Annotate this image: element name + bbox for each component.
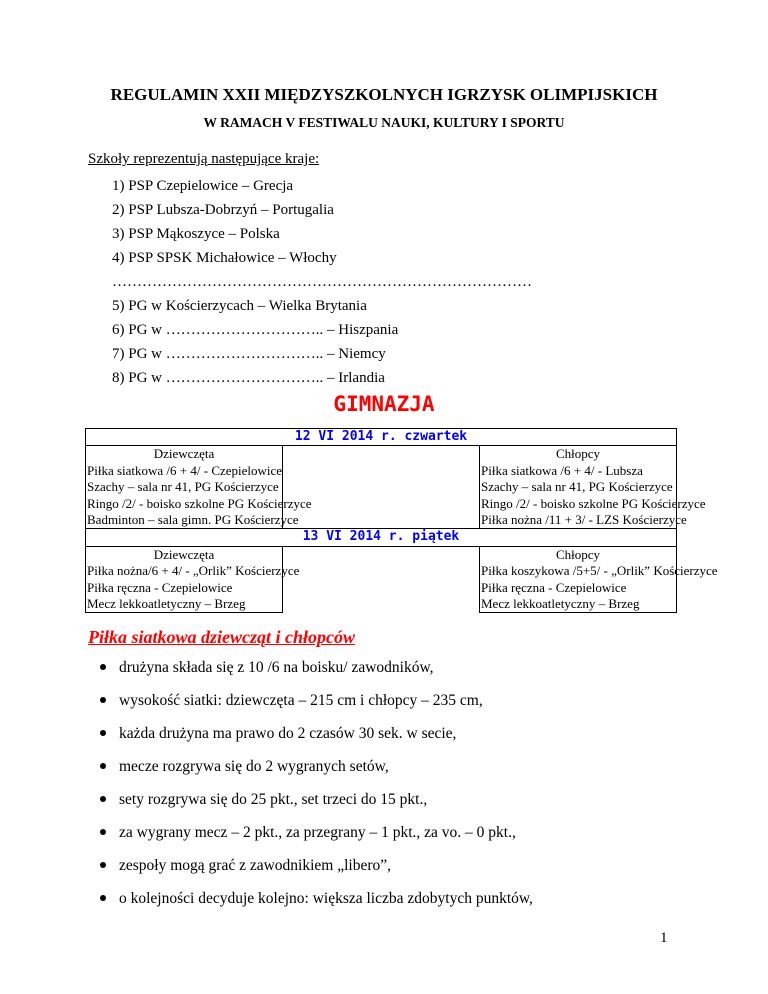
country-item: 1) PSP Czepielowice – Grecja bbox=[112, 178, 294, 194]
rule-item: zespoły mogą grać z zawodnikiem „libero”, bbox=[100, 857, 391, 875]
schedule-row bbox=[86, 463, 677, 479]
schedule-row bbox=[86, 596, 677, 613]
schedule-header-row bbox=[86, 446, 677, 463]
bullet-icon bbox=[100, 862, 106, 868]
bullet-icon bbox=[100, 829, 106, 835]
schedule-day-row bbox=[86, 429, 677, 446]
bullet-icon bbox=[100, 796, 106, 802]
schedule-row bbox=[86, 479, 677, 495]
bullet-icon bbox=[100, 763, 106, 769]
rule-item: o kolejności decyduje kolejno: większa liczba zdobytych punktów, bbox=[100, 890, 533, 908]
schedule-row bbox=[86, 580, 677, 596]
country-item: 8) PG w ………………………….. – Irlandia bbox=[112, 370, 385, 386]
rule-item: wysokość siatki: dziewczęta – 215 cm i chłopcy – 235 cm, bbox=[100, 692, 483, 710]
schedule-day-row bbox=[86, 529, 677, 546]
schedule-day-1: 12 VI 2014 r. czwartek bbox=[86, 429, 677, 446]
schedule-row bbox=[86, 512, 677, 529]
boys-header: Chłopcy bbox=[480, 446, 677, 463]
schedule-table bbox=[85, 428, 718, 613]
schedule-row bbox=[86, 563, 677, 579]
schedule-cell: Mecz lekkoatletyczny – Brzeg bbox=[480, 596, 677, 613]
schedule-day-2: 13 VI 2014 r. piątek bbox=[86, 529, 677, 546]
schedule-cell: Piłka nożna /11 + 3/ - LZS Kościerzyce bbox=[481, 512, 687, 528]
dotted-separator: ………………………………………………………………………… bbox=[112, 274, 532, 290]
boys-header: Chłopcy bbox=[480, 546, 677, 563]
schedule-cell: Mecz lekkoatletyczny – Brzeg bbox=[86, 596, 283, 613]
bullet-icon bbox=[100, 664, 106, 670]
girls-header: Dziewczęta bbox=[86, 546, 283, 563]
schedule-cell: Ringo /2/ - boisko szkolne PG Kościerzyce bbox=[87, 495, 312, 511]
girls-header: Dziewczęta bbox=[86, 446, 283, 463]
schedule-cell: Piłka koszykowa /5+5/ - „Orlik” Kościerzyce bbox=[481, 563, 718, 579]
country-item: 4) PSP SPSK Michałowice – Włochy bbox=[112, 250, 337, 266]
country-item: 2) PSP Lubsza-Dobrzyń – Portugalia bbox=[112, 202, 334, 218]
volleyball-heading: Piłka siatkowa dziewcząt i chłopców bbox=[88, 627, 356, 647]
bullet-icon bbox=[100, 730, 106, 736]
country-item: 7) PG w ………………………….. – Niemcy bbox=[112, 346, 386, 362]
country-item: 5) PG w Kościerzycach – Wielka Brytania bbox=[112, 298, 367, 314]
country-item: 6) PG w ………………………….. – Hiszpania bbox=[112, 322, 399, 338]
schedule-cell: Piłka ręczna - Czepielowice bbox=[86, 580, 283, 596]
schedule-cell: Piłka nożna/6 + 4/ - „Orlik” Kościerzyce bbox=[87, 563, 300, 579]
bullet-icon bbox=[100, 895, 106, 901]
document-subtitle: W RAMACH V FESTIWALU NAUKI, KULTURY I SPORTU bbox=[203, 115, 565, 130]
schedule-cell: Ringo /2/ - boisko szkolne PG Kościerzyce bbox=[481, 495, 706, 511]
rule-item: mecze rozgrywa się do 2 wygranych setów, bbox=[100, 758, 389, 776]
schedule-cell: Szachy – sala nr 41, PG Kościerzyce bbox=[86, 479, 283, 495]
countries-intro: Szkoły reprezentują następujące kraje: bbox=[88, 151, 320, 167]
country-item: 3) PSP Mąkoszyce – Polska bbox=[112, 226, 280, 242]
bullet-icon bbox=[100, 697, 106, 703]
document-title: REGULAMIN XXII MIĘDZYSZKOLNYCH IGRZYSK OLIMPIJSKICH bbox=[110, 85, 658, 104]
schedule-cell: Piłka ręczna - Czepielowice bbox=[480, 580, 677, 596]
schedule-cell: Szachy – sala nr 41, PG Kościerzyce bbox=[480, 479, 677, 495]
rule-item: za wygrany mecz – 2 pkt., za przegrany – 1 pkt., za vo. – 0 pkt., bbox=[100, 824, 516, 842]
schedule-row bbox=[86, 496, 677, 512]
rule-item: sety rozgrywa się do 25 pkt., set trzeci do 15 pkt., bbox=[100, 791, 427, 809]
schedule-header-row bbox=[86, 546, 677, 563]
schedule-cell: Badminton – sala gimn. PG Kościerzyce bbox=[87, 512, 299, 528]
schedule-cell: Piłka siatkowa /6 + 4/ - Czepielowice bbox=[87, 462, 283, 478]
rule-item: drużyna składa się z 10 /6 na boisku/ zawodników, bbox=[100, 659, 434, 677]
page-number: 1 bbox=[660, 930, 668, 946]
schedule-cell: Piłka siatkowa /6 + 4/ - Lubsza bbox=[480, 463, 677, 479]
rule-item: każda drużyna ma prawo do 2 czasów 30 sek. w secie, bbox=[100, 725, 456, 743]
section-heading-gimnazja: GIMNAZJA bbox=[333, 392, 435, 416]
